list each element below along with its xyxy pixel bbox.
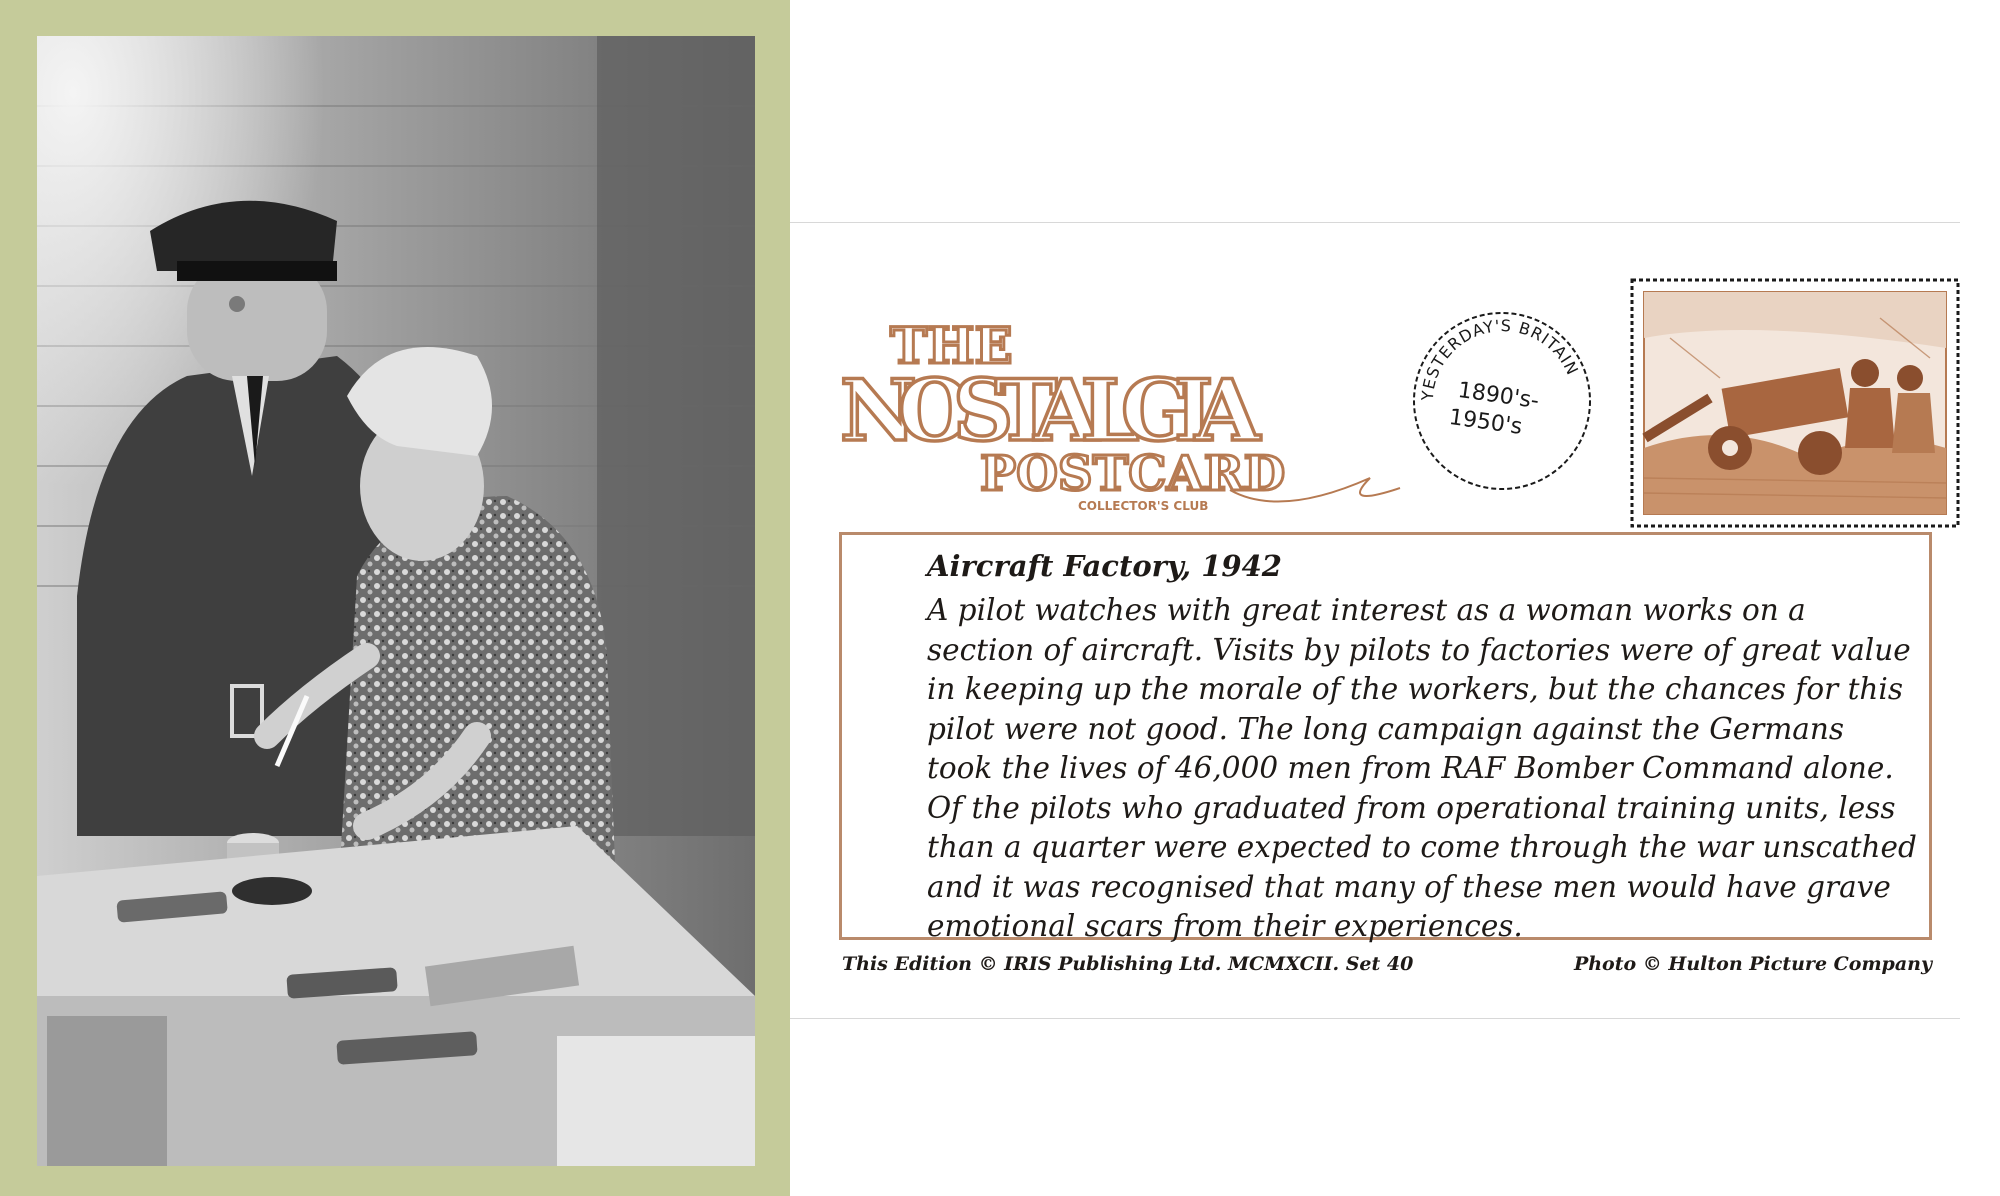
caption-box <box>839 532 1932 943</box>
postmark-stamp <box>1402 301 1602 501</box>
svg-text:COLLECTOR'S CLUB: COLLECTOR'S CLUB <box>1078 499 1209 513</box>
postage-stamp-illustration <box>1630 278 1960 528</box>
caption-line: pilot were not good. The long campaign against the Germans <box>927 711 1845 746</box>
caption-line: took the lives of 46,000 men from RAF Bomber Command alone. <box>927 751 1894 785</box>
caption-line: emotional scars from their experiences. <box>927 909 1523 943</box>
svg-text:THE: THE <box>890 318 1013 375</box>
svg-text:YESTERDAY'S BRITAIN: YESTERDAY'S BRITAIN <box>1417 316 1583 402</box>
archival-photo <box>37 36 755 1166</box>
edition-credit: This Edition © IRIS Publishing Ltd. MCMXCII. Set 40 <box>842 953 1414 975</box>
svg-text:1950's: 1950's <box>1447 404 1524 440</box>
svg-text:NOSTALGIA: NOSTALGIA <box>840 361 1260 460</box>
postcard-back <box>790 0 2000 1196</box>
back-card <box>790 222 1960 1019</box>
nostalgia-postcard-logo <box>840 318 1440 518</box>
svg-text:1890's-: 1890's- <box>1456 377 1541 414</box>
photo-credit: Photo © Hulton Picture Company <box>1573 953 1932 975</box>
caption-line: A pilot watches with great interest as a woman works on a <box>927 593 1806 627</box>
postcard-front <box>0 0 790 1196</box>
caption-title: Aircraft Factory, 1942 <box>927 549 1282 583</box>
caption-line: and it was recognised that many of these men would have grave <box>927 869 1891 904</box>
caption-line: section of aircraft. Visits by pilots to factories were of great value <box>927 632 1911 667</box>
caption-line: than a quarter were expected to come through the war unscathed <box>927 830 1917 864</box>
caption-body <box>927 591 1929 947</box>
svg-text:POSTCARD: POSTCARD <box>980 446 1286 502</box>
caption-line: Of the pilots who graduated from operational training units, less <box>927 790 1896 825</box>
caption-line: in keeping up the morale of the workers, but the chances for this <box>927 672 1904 706</box>
